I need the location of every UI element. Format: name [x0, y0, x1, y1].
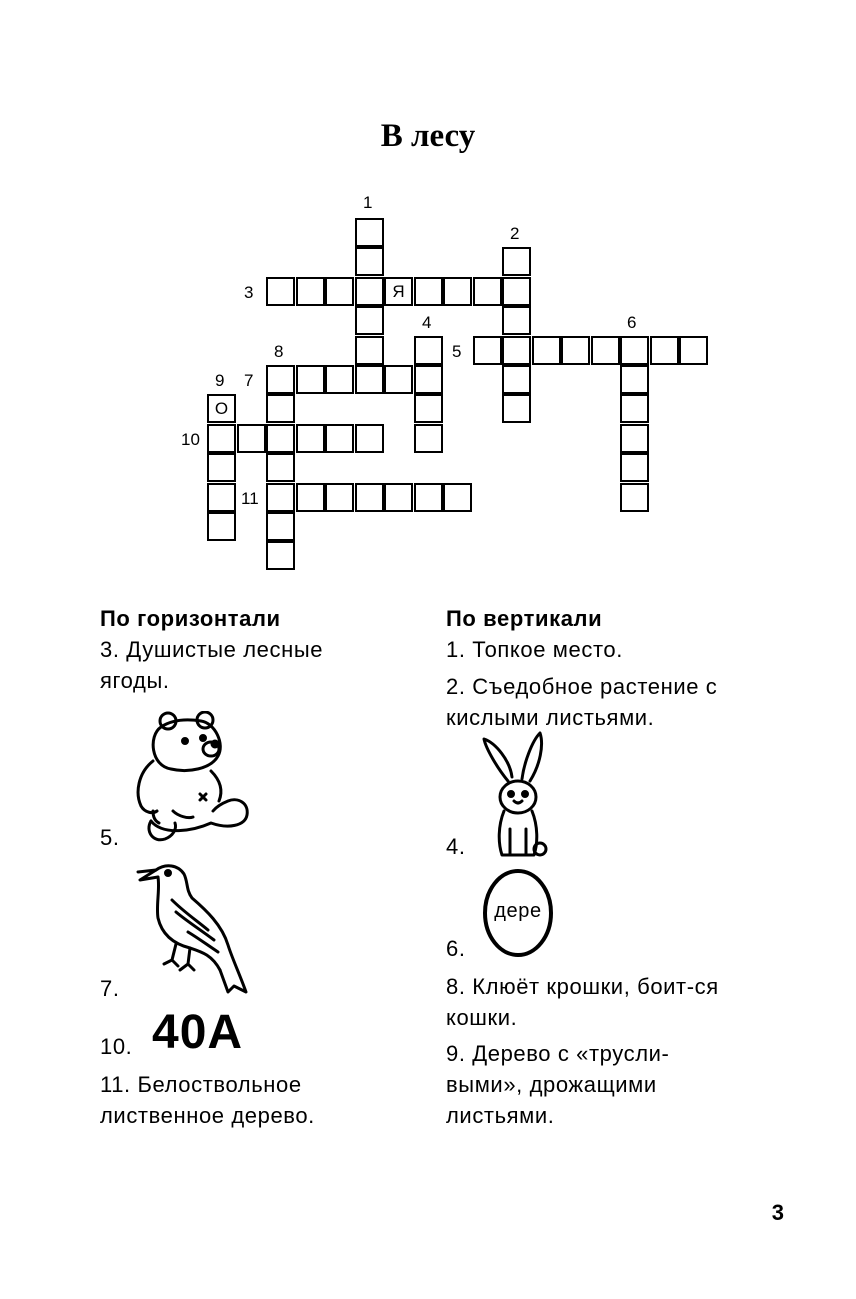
crossword-cell-word11[interactable]	[443, 483, 472, 512]
crossword-cell-word10[interactable]	[266, 424, 295, 453]
clue-10-rebus: 40А	[152, 1006, 244, 1059]
clue-1: 1. Топкое место.	[446, 637, 623, 662]
crossword-cell-word5[interactable]	[679, 336, 708, 365]
grid-number-10: 10	[181, 430, 200, 449]
horizontal-heading: По горизонтали	[100, 606, 281, 631]
grid-number-2: 2	[510, 224, 520, 243]
crossword-cell-word5[interactable]	[561, 336, 590, 365]
grid-number-5: 5	[452, 342, 462, 361]
clue-8: 8. Клюёт крошки, боит-ся кошки.	[446, 974, 719, 1030]
crossword-cell-word8[interactable]	[266, 453, 295, 482]
crossword-cell-word8[interactable]	[266, 512, 295, 541]
crossword-cell-word10[interactable]	[207, 424, 236, 453]
crossword-cell-word9[interactable]	[207, 483, 236, 512]
grid-number-9: 9	[215, 371, 225, 390]
crow-icon	[136, 860, 250, 1000]
crossword-cell-word7[interactable]	[384, 365, 413, 394]
clue-4-number: 4.	[446, 834, 466, 859]
crossword-cell-word11[interactable]	[296, 483, 325, 512]
crossword-cell-word10[interactable]	[237, 424, 266, 453]
grid-number-11: 11	[241, 489, 259, 508]
crossword-cell-word11[interactable]	[355, 483, 384, 512]
crossword-cell-word2[interactable]	[502, 365, 531, 394]
clue-11: 11. Белоствольное лиственное дерево.	[100, 1072, 315, 1128]
crossword-cell-word5[interactable]	[620, 336, 649, 365]
clue-3: 3. Душистые лесные ягоды.	[100, 637, 324, 693]
crossword-cell-word10[interactable]	[355, 424, 384, 453]
crossword-cell-word5[interactable]	[650, 336, 679, 365]
crossword-cell-word4[interactable]	[414, 424, 443, 453]
crossword-cell-word2[interactable]	[502, 247, 531, 276]
crossword-cell-word6[interactable]	[620, 394, 649, 423]
clue-6-number: 6.	[446, 936, 466, 961]
crossword-cell-word6[interactable]	[620, 365, 649, 394]
crossword-cell-word2[interactable]	[502, 306, 531, 335]
bear-icon	[133, 711, 251, 846]
crossword-cell-word11[interactable]	[384, 483, 413, 512]
crossword-cell-word11[interactable]	[414, 483, 443, 512]
crossword-cell-word7[interactable]	[296, 365, 325, 394]
clue-2: 2. Съедобное растение с кислыми листьями.	[446, 674, 718, 730]
crossword-cell-word7[interactable]	[325, 365, 354, 394]
page-number: 3	[771, 1200, 784, 1225]
crossword-cell-word3[interactable]	[296, 277, 325, 306]
vertical-heading: По вертикали	[446, 606, 603, 631]
grid-number-1: 1	[363, 193, 373, 212]
crossword-cell-word7[interactable]	[355, 365, 384, 394]
crossword-cell-word4[interactable]	[414, 336, 443, 365]
clue-9: 9. Дерево с «трусли-выми», дрожащими листьями.	[446, 1041, 670, 1128]
crossword-cell-word3[interactable]	[414, 277, 443, 306]
crossword-cell-word6[interactable]	[620, 453, 649, 482]
clue-7-number: 7.	[100, 976, 120, 1001]
crossword-cell-word8[interactable]	[266, 394, 295, 423]
crossword-cell-word6[interactable]	[620, 424, 649, 453]
grid-number-7: 7	[244, 371, 254, 390]
crossword-cell-word9[interactable]	[207, 512, 236, 541]
crossword-cell-word3[interactable]	[473, 277, 502, 306]
crossword-grid	[0, 0, 856, 600]
grid-number-3: 3	[244, 283, 254, 302]
crossword-cell-word5[interactable]	[532, 336, 561, 365]
crossword-cell-word8[interactable]	[266, 541, 295, 570]
clue-5-number: 5.	[100, 825, 120, 850]
crossword-cell-word4[interactable]	[414, 394, 443, 423]
crossword-cell-word1[interactable]	[355, 336, 384, 365]
grid-number-8: 8	[274, 342, 284, 361]
crossword-cell-word7[interactable]	[266, 365, 295, 394]
crossword-cell-word10[interactable]	[325, 424, 354, 453]
crossword-cell-word5[interactable]	[473, 336, 502, 365]
crossword-cell-word11[interactable]	[325, 483, 354, 512]
crossword-cell-word5[interactable]	[591, 336, 620, 365]
crossword-cell-word5[interactable]	[502, 336, 531, 365]
crossword-cell-word1[interactable]	[355, 218, 384, 247]
crossword-cell-word9[interactable]: О	[207, 394, 236, 423]
clue-6-rebus: дере	[494, 900, 542, 922]
page-title: В лесу	[380, 118, 476, 154]
crossword-cell-word7[interactable]	[414, 365, 443, 394]
crossword-cell-word3[interactable]: Я	[384, 277, 413, 306]
crossword-cell-word9[interactable]	[207, 453, 236, 482]
crossword-cell-word11[interactable]	[266, 483, 295, 512]
crossword-cell-word3[interactable]	[502, 277, 531, 306]
hare-icon	[480, 731, 552, 861]
grid-number-4: 4	[422, 313, 432, 332]
grid-number-6: 6	[627, 313, 637, 332]
clue-10-number: 10.	[100, 1034, 133, 1059]
crossword-cell-word2[interactable]	[502, 394, 531, 423]
crossword-cell-word3[interactable]	[355, 277, 384, 306]
crossword-cell-word3[interactable]	[266, 277, 295, 306]
crossword-cell-word3[interactable]	[443, 277, 472, 306]
crossword-cell-word3[interactable]	[325, 277, 354, 306]
crossword-cell-word10[interactable]	[296, 424, 325, 453]
crossword-cell-word1[interactable]	[355, 306, 384, 335]
crossword-cell-word1[interactable]	[355, 247, 384, 276]
crossword-cell-word6[interactable]	[620, 483, 649, 512]
